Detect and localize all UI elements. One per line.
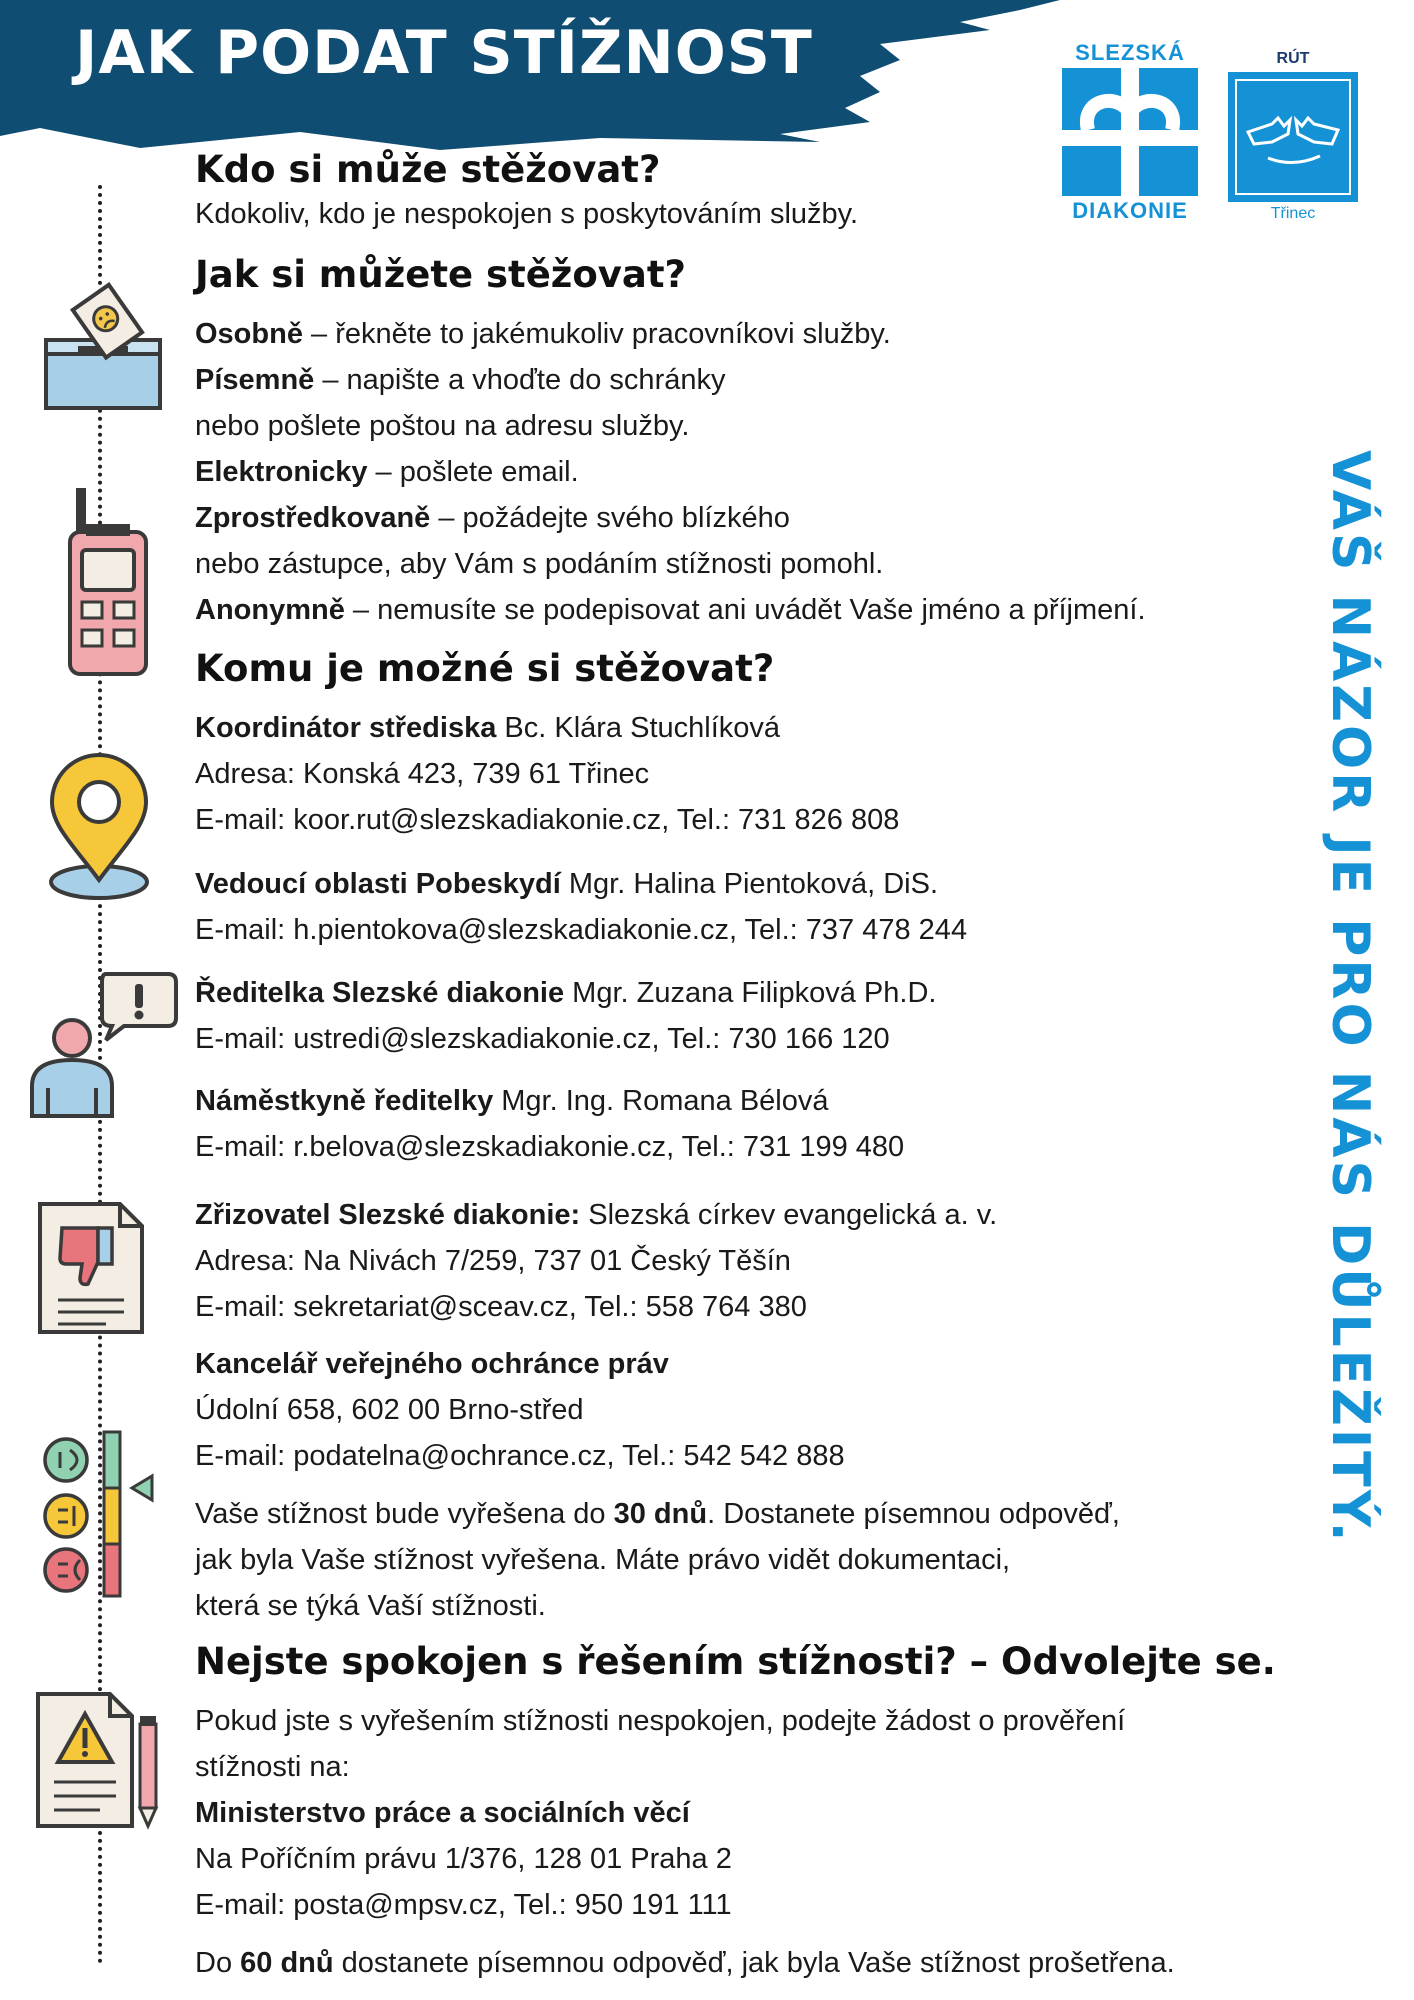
how-item [195,495,790,541]
slezska-diakonie-emblem-icon [1062,68,1198,196]
location-pin-icon [44,752,154,902]
how-item [195,403,689,449]
logo-sd-bottom-text: DIAKONIE [1072,198,1188,223]
heading-who: Kdo si může stěžovat? [195,148,661,191]
appeal-final-post: dostanete písemnou odpověď, jak byla Vaše stížnost prošetřena. [333,1947,1175,1979]
contact-line: E-mail: r.belova@slezskadiakonie.cz, Tel.: 731 199 480 [195,1131,905,1163]
person-alert-icon [28,970,178,1120]
how-item [195,449,579,495]
contact-line: E-mail: podatelna@ochrance.cz, Tel.: 542 542 888 [195,1440,845,1472]
contact-title [195,1192,997,1238]
contact-line: Adresa: Konská 423, 739 61 Třinec [195,758,650,790]
how-item-text: – pošlete email. [367,456,579,488]
contact-name: Mgr. Ing. Romana Bélová [493,1085,829,1117]
heading-whom: Komu je možné si stěžovat? [195,647,775,690]
contact-line: Údolní 658, 602 00 Brno-střed [195,1394,584,1426]
contact-line: E-mail: h.pientokova@slezskadiakonie.cz, Tel.: 737 478 244 [195,914,968,946]
how-item-label: Zprostředkovaně [195,502,431,534]
hands-icon [1228,72,1358,202]
rut-logo [1228,48,1358,226]
how-item [195,587,1146,633]
contact-role: Zřizovatel Slezské diakonie: [195,1199,581,1231]
contact-line: E-mail: koor.rut@slezskadiakonie.cz, Tel.: 731 826 808 [195,804,900,836]
resolution-text [195,1491,1120,1537]
heading-how: Jak si můžete stěžovat? [195,253,686,296]
appeal-address: Na Poříčním právu 1/376, 128 01 Praha 2 [195,1843,732,1875]
mood-scale-icon [40,1428,180,1598]
contact-line: E-mail: ustredi@slezskadiakonie.cz, Tel.: 730 166 120 [195,1023,890,1055]
appeal-final-days: 60 dnů [240,1947,334,1979]
contact-title [195,970,936,1016]
appeal-line: Pokud jste s vyřešením stížnosti nespokojen, podejte žádost o prověření [195,1705,1126,1737]
contact-name: Slezská církev evangelická a. v. [580,1199,998,1231]
how-item-text: nebo pošlete poštou na adresu služby. [195,410,690,442]
resolution-days: 30 dnů [613,1498,708,1530]
logo-sd-top-text: SLEZSKÁ [1075,40,1185,65]
resolution-post: . Dostanete písemnou odpověď, [707,1498,1120,1530]
how-item [195,311,891,357]
logo-rut-bottom-text: Třinec [1270,205,1316,222]
appeal-line: stížnosti na: [195,1751,350,1783]
how-item [195,357,725,403]
contact-role: Koordinátor střediska [195,712,497,744]
contact-name: Bc. Klára Stuchlíková [496,712,781,744]
how-item-text: – nemusíte se podepisovat ani uvádět Vaše jméno a příjmení. [344,594,1146,626]
resolution-pre: Vaše stížnost bude vyřešena do [195,1498,614,1530]
contact-role: Ředitelka Slezské diakonie [195,977,565,1009]
vertical-slogan: VÁŠ NÁZOR JE PRO NÁS DŮLEŽITÝ. [1320,450,1380,1545]
how-item-label: Elektronicky [195,456,368,488]
heading-appeal: Nejste spokojen s řešením stížnosti? – Odvolejte se. [195,1640,1276,1683]
thumbs-down-document-icon [36,1200,146,1336]
page-title: JAK PODAT STÍŽNOST [75,18,813,88]
appeal-contact: E-mail: posta@mpsv.cz, Tel.: 950 191 111 [195,1889,732,1921]
how-item-label: Anonymně [195,594,345,626]
contact-line: Adresa: Na Nivách 7/259, 737 01 Český Těšín [195,1245,791,1277]
contact-role: Kancelář veřejného ochránce práv [195,1348,669,1380]
contact-title [195,1078,829,1124]
walkie-talkie-icon [62,488,152,678]
appeal-final-pre: Do [195,1947,241,1979]
how-item-text: – řekněte to jakémukoliv pracovníkovi služby. [302,318,891,350]
resolution-line: jak byla Vaše stížnost vyřešena. Máte právo vidět dokumentaci, [195,1544,1011,1576]
how-item-label: Písemně [195,364,315,396]
how-item-label: Osobně [195,318,303,350]
contact-role: Vedoucí oblasti Pobeskydí [195,868,561,900]
contact-role: Náměstkyně ředitelky [195,1085,494,1117]
contact-name: Mgr. Halina Pientoková, DiS. [560,868,938,900]
warning-document-icon [34,1690,164,1830]
contact-name: Mgr. Zuzana Filipková Ph.D. [564,977,937,1009]
how-item-text: nebo zástupce, aby Vám s podáním stížnosti pomohl. [195,548,884,580]
slezska-diakonie-logo [1060,40,1200,232]
appeal-org: Ministerstvo práce a sociálních věcí [195,1797,690,1829]
contact-line: E-mail: sekretariat@sceav.cz, Tel.: 558 764 380 [195,1291,807,1323]
appeal-final [195,1940,1175,1986]
logo-rut-top-text: RÚT [1276,50,1310,67]
how-item [195,541,883,587]
resolution-line: která se týká Vaší stížnosti. [195,1590,546,1622]
who-text: Kdokoliv, kdo je nespokojen s poskytováním služby. [195,198,859,230]
contact-title [195,1341,669,1387]
how-item-text: – napište a vhoďte do schránky [314,364,726,396]
contact-title [195,861,938,907]
how-item-text: – požádejte svého blízkého [430,502,790,534]
contact-title [195,705,780,751]
ballot-box-icon [38,282,168,412]
